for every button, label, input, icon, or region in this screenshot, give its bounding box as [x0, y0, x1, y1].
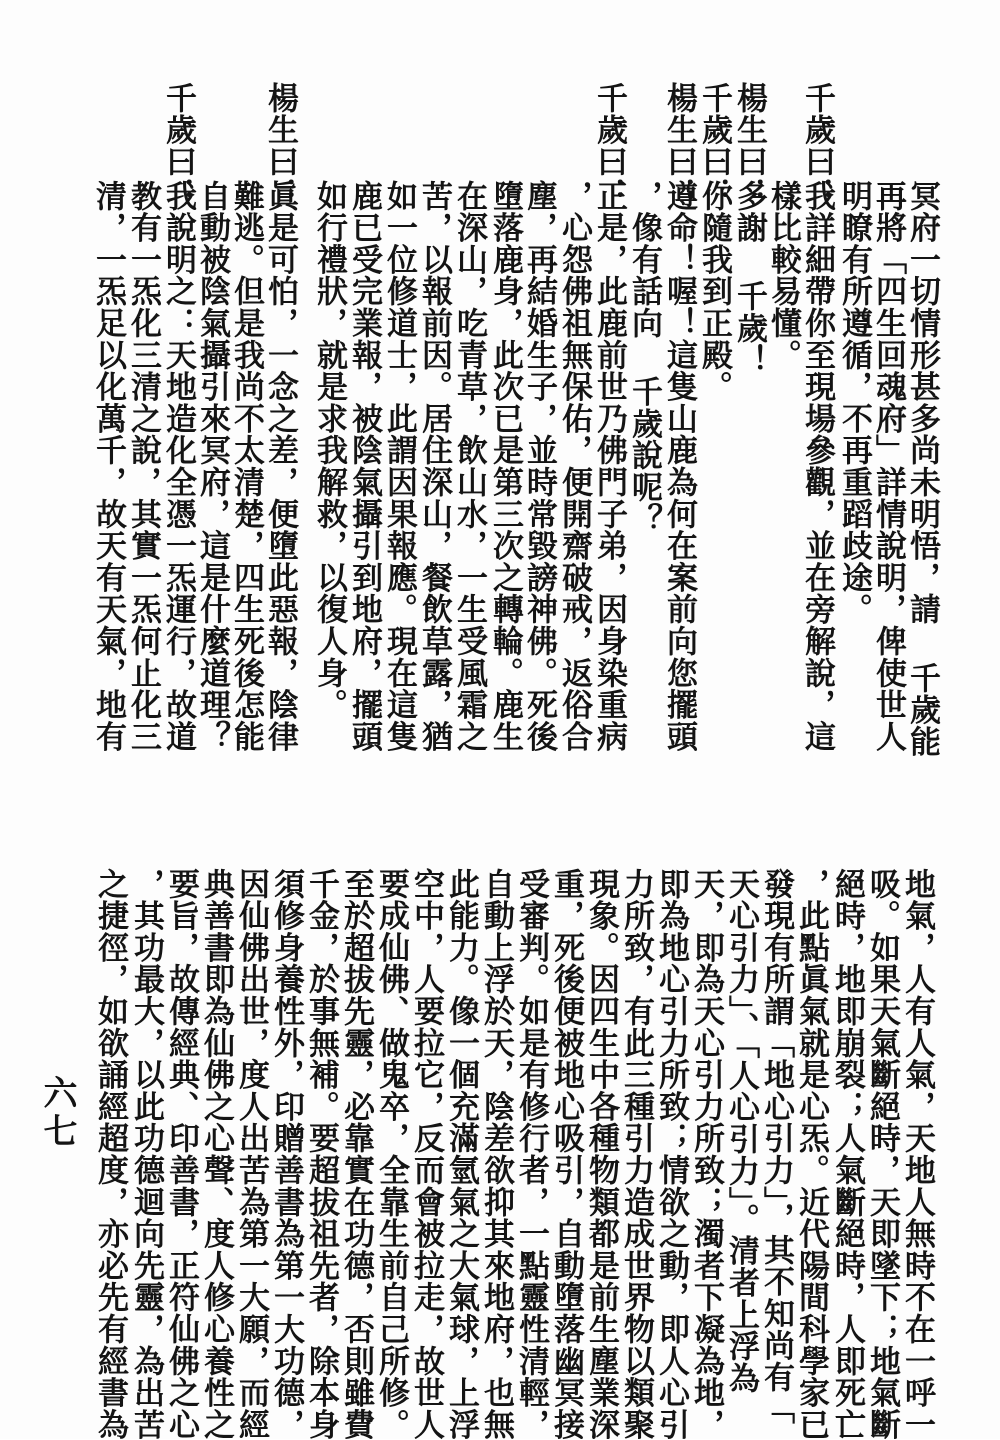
text-column: 遵命！喔！這隻山鹿為何在案前向您擺頭 — [661, 180, 697, 753]
text-column: 自動上浮於天，陰差欲抑其來地府，也無 — [478, 868, 514, 1440]
speaker-label: 千歲曰： — [591, 82, 627, 210]
text-column: 難逃。但是我尚不太清楚，四生死後怎能 — [228, 180, 264, 753]
text-column: 鹿已受完業報，被陰氣攝引到地府，擺頭 — [346, 180, 382, 753]
speaker-label: 千歲曰： — [160, 82, 196, 210]
text-column: 千金，於事無補。要超拔祖先者，除本身 — [303, 868, 339, 1440]
text-column: 絕時，地即崩裂；人氣斷絕時，人即死亡 — [829, 868, 865, 1440]
text-column: 力所致，有此三種引力造成世界物以類聚 — [618, 868, 654, 1440]
text-column: 至於超拔先靈，必靠實在功德，否則雖費 — [338, 868, 374, 1440]
speaker-label: 楊生曰： — [262, 82, 298, 210]
text-column: 在深山，吃青草，飲山水，一生受風霜之 — [451, 180, 487, 753]
text-column: 再將「四生回魂府」詳情說明，俾使世人 — [870, 180, 906, 753]
text-column: 正是，此鹿前世乃佛門子弟，因身染重病 — [591, 180, 627, 753]
text-column: 塵，再結婚生子，並時常毀謗神佛。死後 — [521, 180, 557, 753]
speaker-label: 楊生曰： — [661, 82, 697, 210]
text-column: 眞是可怕，一念之差，便墮此惡報，陰律 — [262, 180, 298, 753]
text-column: 清，一炁足以化萬千，故天有天氣，地有 — [90, 180, 126, 753]
text-column: ，此點眞氣就是心炁。近代陽間科學家已 — [793, 868, 829, 1440]
text-column: 你隨我到正殿。 — [696, 180, 732, 403]
text-column: 典善書即為仙佛之心聲、度人修心養性之 — [198, 868, 234, 1440]
text-column: 空中，人要拉它，反而會被拉走，故世人 — [408, 868, 444, 1440]
text-column: 即為地心引力所致；情欲之動，即人心引 — [653, 868, 689, 1440]
text-column: 要成仙佛、做鬼卒，全靠生前自己所修。 — [373, 868, 409, 1440]
page-number: 六七 — [37, 1075, 77, 1151]
text-column: 發現有所謂「地心引力」，其不知尚有「 — [758, 868, 794, 1425]
text-column: 天心引力」、「人心引力」。清者上浮為 — [723, 868, 759, 1394]
text-column: 墮落鹿身，此次已是第三次之轉輪。鹿生 — [487, 180, 523, 753]
text-column: 多謝 千歲！ — [731, 180, 767, 376]
text-column: ，其功最大，以此功德迴向先靈，為出苦 — [128, 868, 164, 1440]
text-column: 天，即為天心引力所致；濁者下凝為地， — [688, 868, 724, 1440]
text-column: 要旨，故傳經典、印善書，正符仙佛之心 — [163, 868, 199, 1440]
text-column: 重，死後便被地心吸引，自動墮落幽冥接 — [548, 868, 584, 1440]
text-column: ，像有話向 千歲說呢？ — [626, 180, 662, 535]
text-column: 教有一炁化三清之說，其實一炁何止化三 — [125, 180, 161, 753]
text-column: 冥府一切情形甚多尚未明悟，請 千歲能 — [904, 180, 940, 758]
text-column: 現象。因四生中各種物類都是前生塵業深 — [583, 868, 619, 1440]
text-column: 自動被陰氣攝引來冥府，這是什麼道理？ — [194, 180, 230, 753]
text-column: 地氣，人有人氣，天地人無時不在一呼一 — [899, 868, 935, 1440]
text-column: 須修身養性外，印贈善書為第一大功德， — [268, 868, 304, 1440]
text-column: 受審判。如是有修行者，一點靈性清輕， — [513, 868, 549, 1440]
speaker-label: 千歲曰： — [799, 82, 835, 210]
speaker-label: 楊生曰： — [731, 82, 767, 210]
text-column: 如行禮狀，就是求我解救，以復人身。 — [311, 180, 347, 721]
text-column: 此能力。像一個充滿氫氣之大氣球，上浮 — [443, 868, 479, 1440]
text-column: 明瞭有所遵循，不再重蹈歧途。 — [836, 180, 872, 626]
text-column: 如一位修道士，此謂因果報應。現在這隻 — [381, 180, 417, 753]
text-column: 苦，以報前因。居住深山，餐飲草露，猶 — [416, 180, 452, 753]
speaker-label: 千歲曰： — [696, 82, 732, 210]
text-column: 樣比較易懂。 — [765, 180, 801, 371]
text-column: 吸。如果天氣斷絕時，天即墜下；地氣斷 — [864, 868, 900, 1440]
text-column: ，心怨佛祖無保佑，便開齋破戒，返俗合 — [556, 180, 592, 753]
text-column: 我詳細帶你至現場參觀，並在旁解說，這 — [799, 180, 835, 753]
text-column: 我說明之：天地造化全憑一炁運行，故道 — [160, 180, 196, 753]
text-column: 之捷徑，如欲誦經超度，亦必先有經書為 — [92, 868, 128, 1440]
text-column: 因仙佛出世，度人出苦為第一大願，而經 — [233, 868, 269, 1440]
